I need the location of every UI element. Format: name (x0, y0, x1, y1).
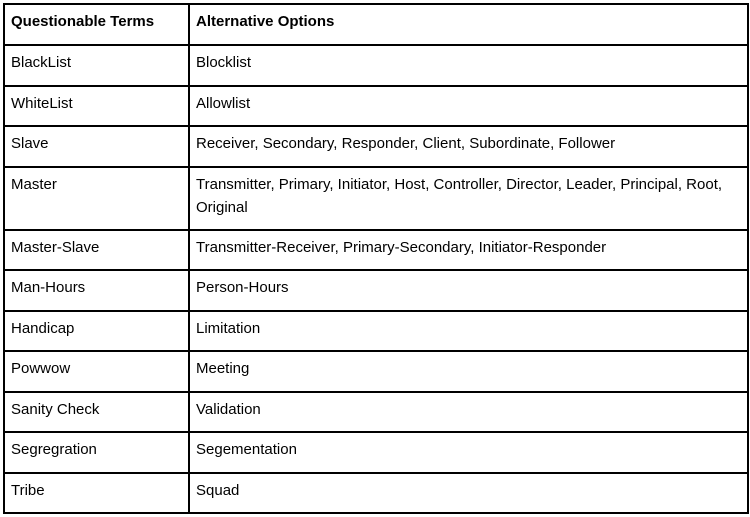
header-alternative-options: Alternative Options (189, 4, 748, 45)
term-cell: Powwow (4, 351, 189, 392)
term-cell: Master-Slave (4, 230, 189, 271)
alternative-cell: Transmitter, Primary, Initiator, Host, Controller, Director, Leader, Principal, Root, Original (189, 167, 748, 230)
term-cell: Handicap (4, 311, 189, 352)
term-cell: Man-Hours (4, 270, 189, 311)
term-cell: Sanity Check (4, 392, 189, 433)
alternative-cell: Limitation (189, 311, 748, 352)
term-cell: Master (4, 167, 189, 230)
alternative-cell: Squad (189, 473, 748, 514)
table-row (4, 270, 748, 311)
table-row (4, 311, 748, 352)
alternative-cell: Receiver, Secondary, Responder, Client, Subordinate, Follower (189, 126, 748, 167)
table-row (4, 45, 748, 86)
table-row (4, 126, 748, 167)
term-cell: Segregration (4, 432, 189, 473)
term-cell: BlackList (4, 45, 189, 86)
term-cell: Slave (4, 126, 189, 167)
table-row (4, 392, 748, 433)
table-row (4, 86, 748, 127)
table-row (4, 230, 748, 271)
table-row (4, 167, 748, 230)
table-row (4, 473, 748, 514)
table-row (4, 351, 748, 392)
terms-table (3, 3, 749, 514)
term-cell: Tribe (4, 473, 189, 514)
alternative-cell: Allowlist (189, 86, 748, 127)
alternative-cell: Person-Hours (189, 270, 748, 311)
term-cell: WhiteList (4, 86, 189, 127)
alternative-cell: Validation (189, 392, 748, 433)
alternative-cell: Blocklist (189, 45, 748, 86)
table-header-row (4, 4, 748, 45)
alternative-cell: Meeting (189, 351, 748, 392)
header-questionable-terms: Questionable Terms (4, 4, 189, 45)
alternative-cell: Segementation (189, 432, 748, 473)
alternative-cell: Transmitter-Receiver, Primary-Secondary, Initiator-Responder (189, 230, 748, 271)
table-row (4, 432, 748, 473)
